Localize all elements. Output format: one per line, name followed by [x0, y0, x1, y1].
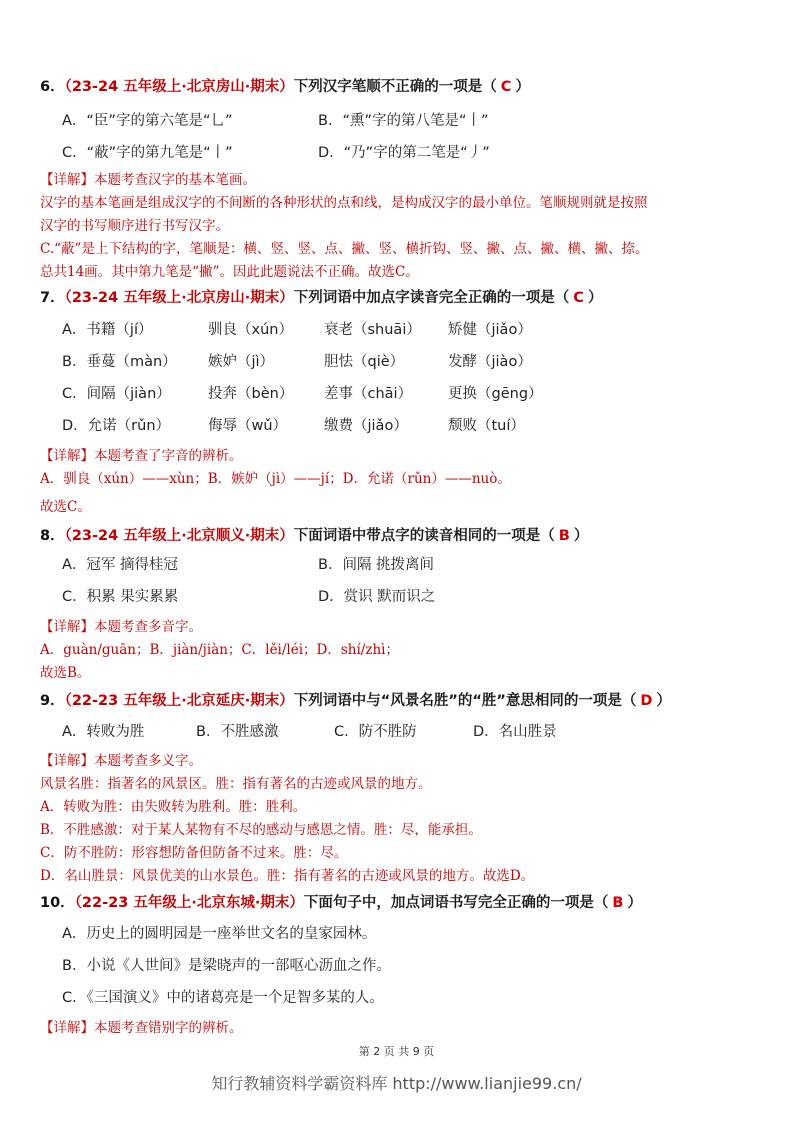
question-8-stem — [40, 526, 588, 546]
option-c: C．《三国演义》中的诸葛亮是一个足智多某的人。 — [62, 990, 384, 1006]
option-b: B．“熏”字的第八笔是“丨” — [318, 113, 489, 129]
question-text: 下面词语中带点字的读音相同的一项是（ — [293, 528, 555, 544]
question-source: （23-24 五年级上·北京房山·期末） — [64, 290, 294, 306]
question-6-stem — [40, 77, 530, 97]
answer-letter: B — [558, 528, 570, 544]
question-text: 下列汉字笔顺不正确的一项是（ — [293, 79, 497, 95]
option-d: D．“乃”字的第二笔是“丿” — [318, 145, 490, 161]
option-word: 矫健（jiǎo） — [448, 322, 532, 338]
detail-line: 【详解】本题考查多音字。 — [40, 619, 202, 635]
option-word: 侮辱（wǔ） — [208, 418, 288, 434]
detail-line: 汉字的书写顺序进行书写汉字。 — [40, 218, 229, 234]
detail-line: A．转败为胜：由失败转为胜利。胜：胜利。 — [40, 799, 307, 815]
answer-letter: C — [573, 290, 584, 306]
detail-line: A．guàn/guān；B．jiàn/jiàn；C．lěi/léi；D．shí/zhì； — [40, 642, 399, 658]
option-word: 驯良（xún） — [208, 322, 293, 338]
detail-line: D．名山胜景：风景优美的山水景色。胜：指有著名的古迹或风景的地方。故选D。 — [40, 868, 535, 884]
page-number: 第 2 页 共 9 页 — [358, 1045, 435, 1058]
option-c: C．防不胜防 — [334, 724, 417, 740]
option-c: C．“蔽”字的第九笔是“丨” — [62, 145, 233, 161]
question-number: 6． — [40, 79, 65, 95]
option-b: B．小说《人世间》是梁晓声的一部呕心沥血之作。 — [62, 958, 391, 974]
option-word: 缴费（jiǎo） — [324, 418, 408, 434]
detail-line: 总共14画。其中第九笔是“撇”。因此此题说法不正确。故选C。 — [40, 264, 419, 280]
detail-line: 风景名胜：指著名的风景区。胜：指有著名的古迹或风景的地方。 — [40, 776, 432, 792]
option-word: 胆怯（qiè） — [324, 354, 405, 370]
option-b: B．间隔 挑拨离间 — [318, 557, 435, 573]
detail-line: B．不胜感激：对于某人某物有不尽的感动与感恩之情。胜：尽，能承担。 — [40, 822, 482, 838]
option-a: A．冠军 摘得桂冠 — [62, 557, 179, 573]
question-text: 下列词语中加点字读音完全正确的一项是（ — [293, 290, 570, 306]
question-7-stem — [40, 288, 602, 308]
question-text-end: ） — [587, 290, 603, 306]
detail-line: 【详解】本题考查汉字的基本笔画。 — [40, 172, 256, 188]
question-source: （22-23 五年级上·北京延庆·期末） — [64, 693, 294, 709]
question-9-stem — [40, 691, 671, 711]
detail-line: 【详解】本题考查错别字的辨析。 — [40, 1020, 243, 1036]
option-word: C．间隔（jiàn） — [62, 386, 171, 402]
option-word: 投奔（bèn） — [208, 386, 294, 402]
option-word: 发酵（jiào） — [448, 354, 532, 370]
option-c: C．积累 果实累累 — [62, 589, 179, 605]
option-word: 衰老（shuāi） — [324, 322, 421, 338]
question-source: （23-24 五年级上·北京房山·期末） — [64, 79, 294, 95]
question-text-end: ） — [656, 693, 671, 709]
option-d: D．赏识 默而识之 — [318, 589, 436, 605]
option-word: D．允诺（rǔn） — [62, 418, 171, 434]
question-text-end: ） — [573, 528, 589, 544]
option-a: A．“臣”字的第六笔是“乚” — [62, 113, 233, 129]
question-10-stem — [40, 893, 642, 913]
answer-letter: B — [612, 895, 624, 911]
option-a: A．转败为胜 — [62, 724, 145, 740]
detail-line: 汉字的基本笔画是组成汉字的不间断的各种形状的点和线，是构成汉字的最小单位。笔顺规则就是按照 — [40, 195, 648, 211]
detail-line: C.“蔽”是上下结构的字，笔顺是：横、竖、竖、点、撇、竖、横折钩、竖、撇、点、撇、横、撇、捺。 — [40, 241, 649, 257]
option-a: A．历史上的圆明园是一座举世文名的皇家园林。 — [62, 926, 377, 942]
answer-letter: C — [500, 79, 512, 95]
option-word: 更换（gēng） — [448, 386, 543, 402]
question-source: （22-23 五年级上·北京东城·期末） — [74, 895, 304, 911]
watermark-text: 知行教辅资料学霸资料库 http://www.lianjie99.cn/ — [211, 1074, 582, 1093]
detail-line: 【详解】本题考查多义字。 — [40, 753, 202, 769]
option-d: D．名山胜景 — [473, 724, 557, 740]
option-word: B．垂蔓（màn） — [62, 354, 177, 370]
option-word: A．书籍（jí） — [62, 322, 153, 338]
detail-line: C．防不胜防：形容想防备但防备不过来。胜：尽。 — [40, 845, 348, 861]
question-source: （23-24 五年级上·北京顺义·期末） — [64, 528, 294, 544]
question-number: 9． — [40, 693, 65, 709]
option-word: 颓败（tuí） — [448, 418, 525, 434]
detail-line: 故选C。 — [40, 499, 91, 515]
answer-letter: D — [640, 693, 653, 709]
question-number: 7． — [40, 290, 65, 306]
question-text: 下列词语中与“风景名胜”的“胜”意思相同的一项是（ — [293, 693, 637, 709]
detail-line: 故选B。 — [40, 665, 91, 681]
question-number: 8． — [40, 528, 65, 544]
detail-line: A．驯良（xún）——xùn；B．嫉妒（jì）——jí；D．允诺（rǔn）——nuò。 — [40, 471, 511, 487]
detail-line: 【详解】本题考查了字音的辨析。 — [40, 448, 243, 464]
question-text-end: ） — [627, 895, 642, 911]
option-b: B．不胜感激 — [196, 724, 279, 740]
option-word: 嫉妒（jì） — [208, 354, 275, 370]
question-number: 10． — [40, 895, 75, 911]
question-text-end: ） — [515, 79, 530, 95]
option-word: 差事（chāi） — [324, 386, 413, 402]
question-text: 下面句子中，加点词语书写完全正确的一项是（ — [303, 895, 609, 911]
